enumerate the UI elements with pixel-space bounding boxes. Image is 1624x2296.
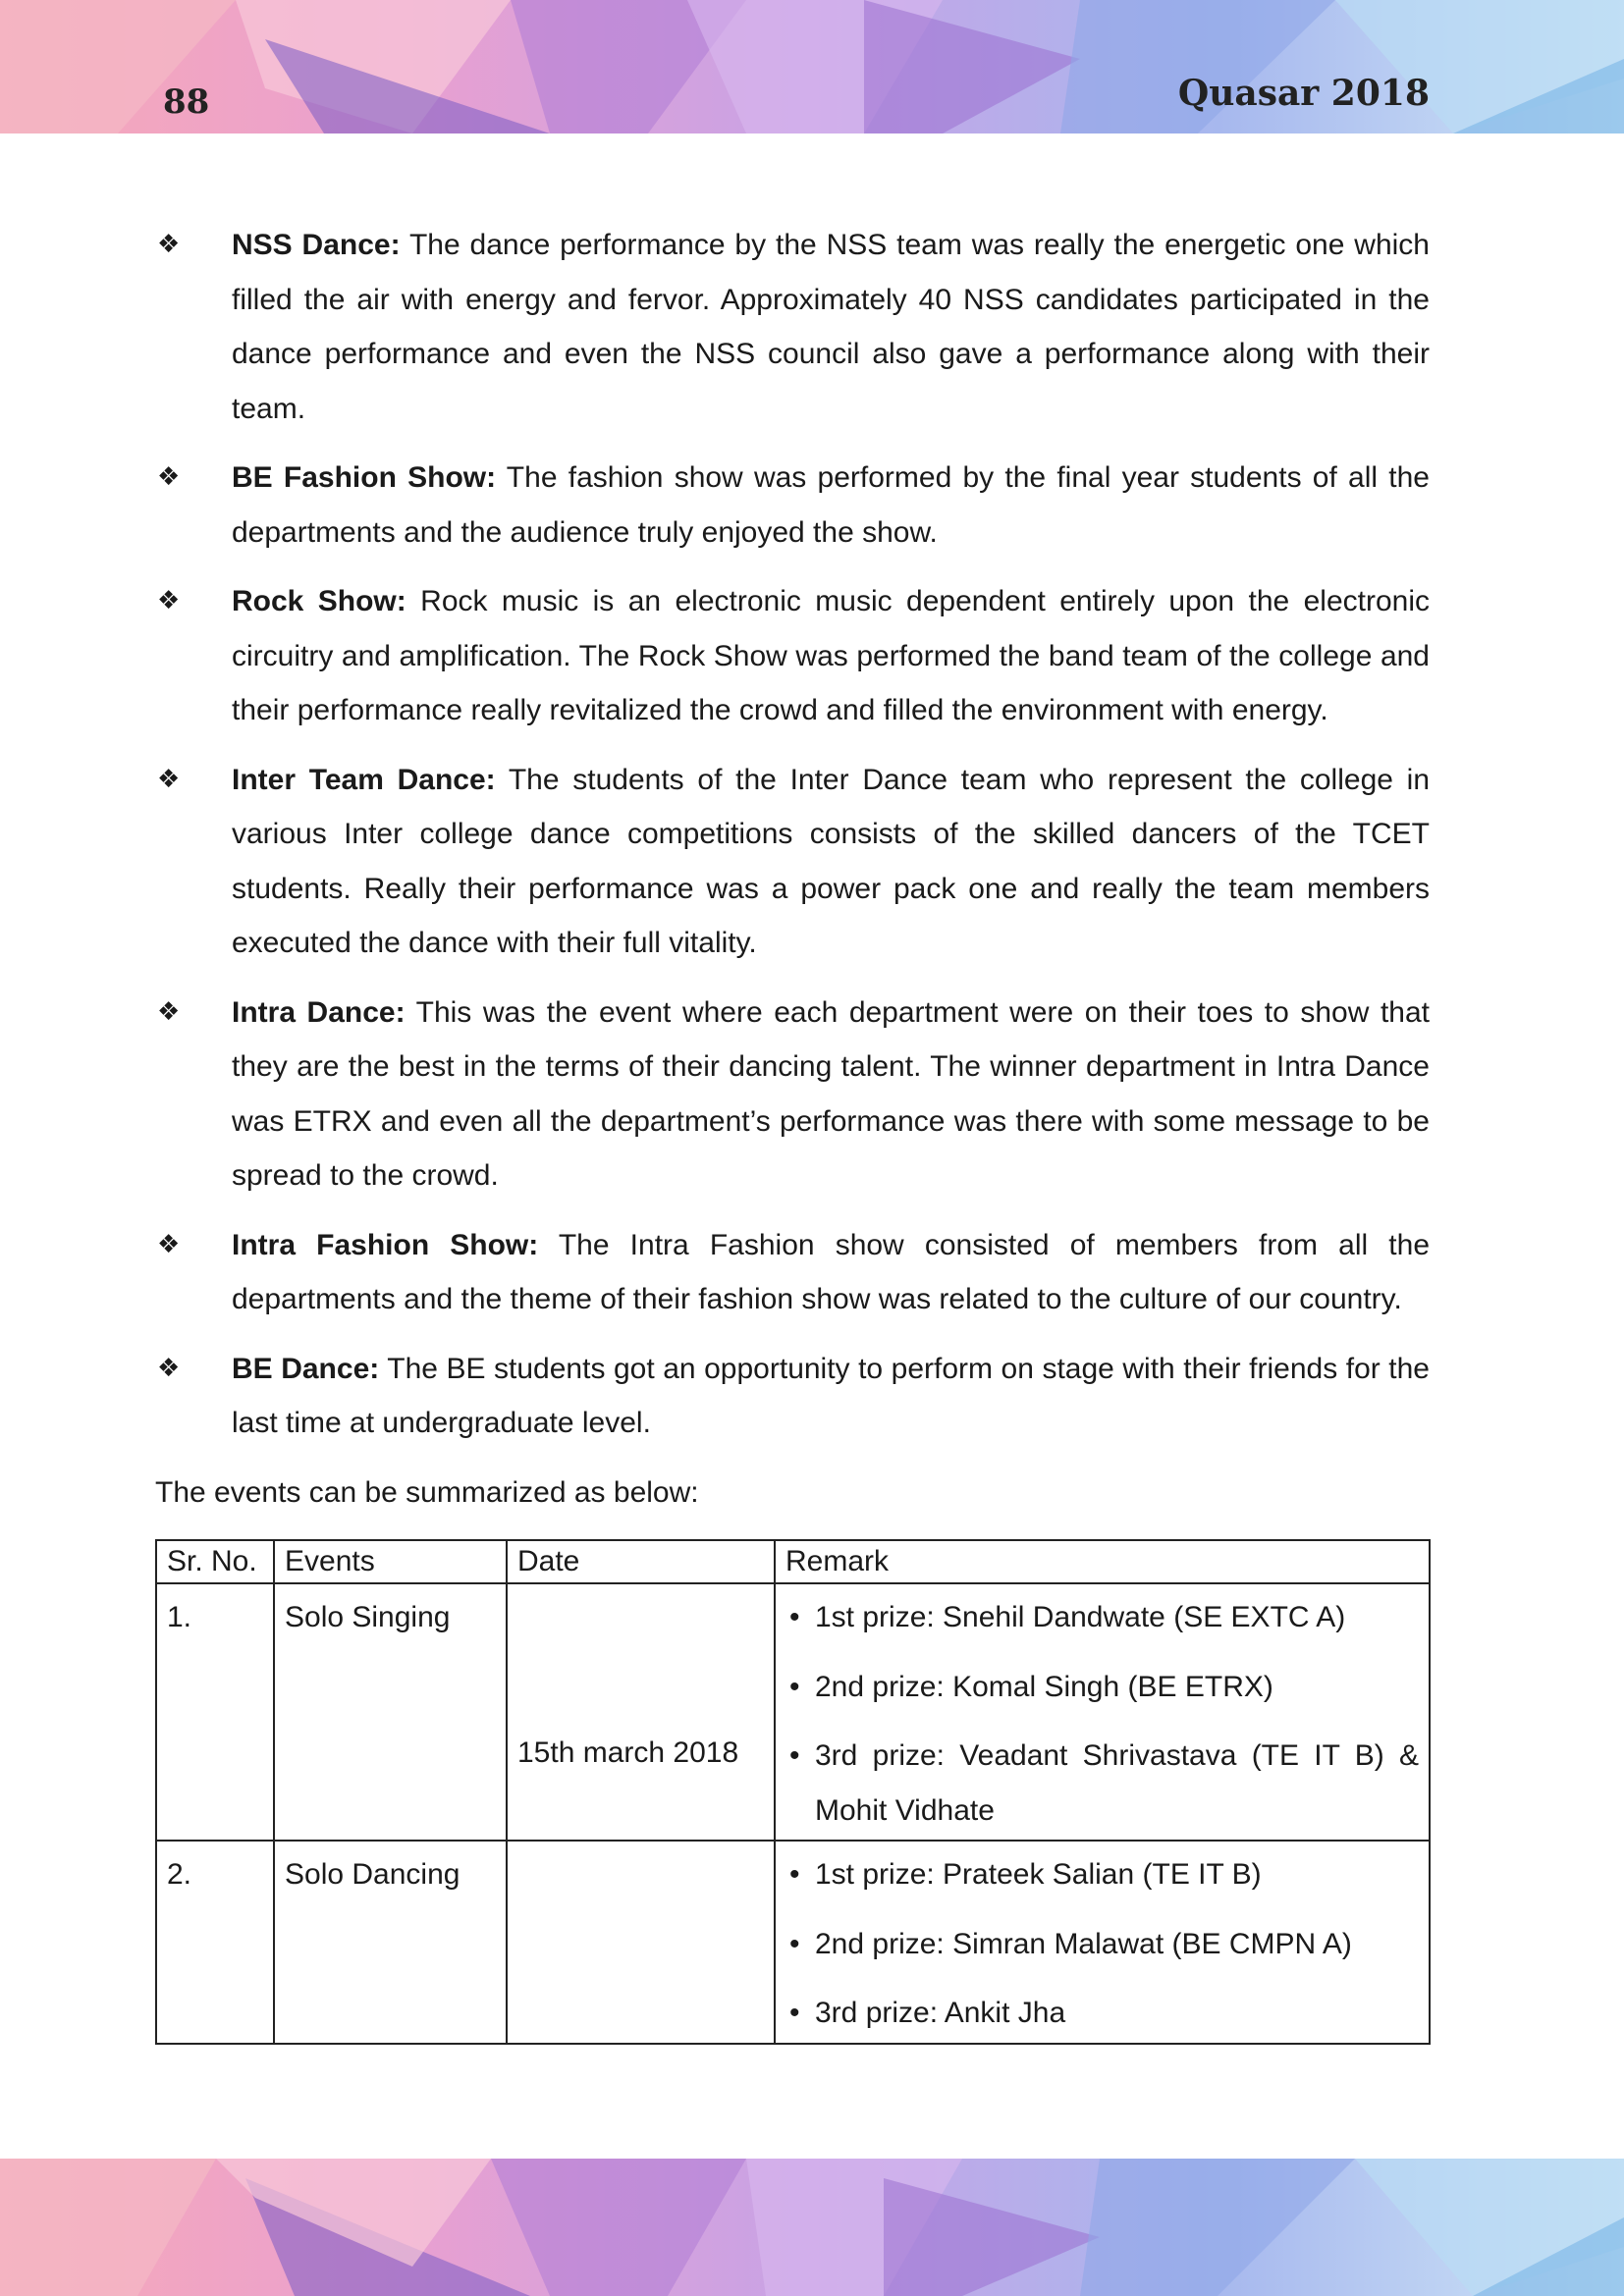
item-title: BE Fashion Show: <box>232 461 497 494</box>
header-band <box>0 0 1624 133</box>
header-remark: Remark <box>775 1540 1430 1583</box>
diamond-bullet-icon: ❖ <box>157 462 181 492</box>
cell-remark <box>775 1583 1430 1841</box>
item-title: NSS Dance: <box>232 229 401 261</box>
summary-text: The events can be summarized as below: <box>155 1475 699 1509</box>
diamond-bullet-icon: ❖ <box>157 586 181 615</box>
diamond-bullet-icon: ❖ <box>157 996 181 1027</box>
list-item-be-fashion-show <box>155 451 1430 560</box>
list-item-nss-dance <box>155 218 1430 436</box>
cell-event: Solo Dancing <box>274 1841 507 2044</box>
page-number: 88 <box>163 82 210 122</box>
events-table <box>155 1539 1431 2045</box>
cell-sr-no: 1. <box>156 1583 274 1841</box>
item-text: The students of the Inter Dance team who represent the college in various Inter college dance competitions consists of the skilled dancers of the TCET students. Really their performance was a power pack one and really the team members executed the dance with their full vitality. <box>232 763 1431 959</box>
table-row <box>156 1583 1430 1841</box>
main-content <box>155 218 1430 1520</box>
remark-list <box>785 1847 1419 2041</box>
remark-item: • 2nd prize: Simran Malawat (BE CMPN A) <box>785 1917 1419 1972</box>
item-text: The Intra Fashion show consisted of members from all the departments and the theme of their fashion show was related to the culture of our country. <box>232 1228 1431 1315</box>
item-title: Intra Fashion Show: <box>232 1228 539 1261</box>
magazine-title: Quasar 2018 <box>1177 73 1430 114</box>
cell-date <box>507 1841 775 2044</box>
list-item-inter-team-dance <box>155 753 1430 971</box>
list-item-be-dance <box>155 1342 1430 1451</box>
date-value: 15th march 2018 <box>517 1736 739 1770</box>
list-item-rock-show <box>155 574 1430 738</box>
list-item-intra-dance <box>155 986 1430 1203</box>
header-sr-no: Sr. No. <box>156 1540 274 1583</box>
item-title: Intra Dance: <box>232 995 406 1029</box>
diamond-bullet-icon: ❖ <box>157 1353 181 1383</box>
remark-item: • 3rd prize: Veadant Shrivastava (TE IT B) & Mohit Vidhate <box>785 1729 1419 1838</box>
cell-sr-no: 2. <box>156 1841 274 2044</box>
diamond-bullet-icon: ❖ <box>157 1229 181 1259</box>
remark-list <box>785 1590 1419 1838</box>
cell-event: Solo Singing <box>274 1583 507 1841</box>
header-events: Events <box>274 1540 507 1583</box>
item-title: Inter Team Dance: <box>232 763 496 796</box>
item-text: The fashion show was performed by the final year students of all the departments and the audience truly enjoyed the show. <box>232 461 1430 549</box>
diamond-bullet-icon: ❖ <box>157 764 181 794</box>
list-item-intra-fashion-show <box>155 1218 1430 1327</box>
item-text: This was the event where each department were on their toes to show that they are the best in the terms of their dancing talent. The winner department in Intra Dance was ETRX and even all the department’s performance was there with some message to be spread to the crowd. <box>232 995 1430 1192</box>
table-row <box>156 1841 1430 2044</box>
footer-band <box>0 2159 1624 2296</box>
item-text: The BE students got an opportunity to perform on stage with their friends for the last time at undergraduate level. <box>232 1352 1430 1439</box>
header-date: Date <box>507 1540 775 1583</box>
table-header-row <box>156 1540 1430 1583</box>
footer-background-graphic <box>0 2159 1624 2296</box>
item-text: Rock music is an electronic music dependent entirely upon the electronic circuitry and amplification. The Rock Show was performed the band team of the college and their performance really revitalized the crowd and filled the environment with energy. <box>232 585 1430 726</box>
cell-date <box>507 1583 775 1841</box>
remark-item: • 1st prize: Prateek Salian (TE IT B) <box>785 1847 1419 1902</box>
remark-item: • 2nd prize: Komal Singh (BE ETRX) <box>785 1660 1419 1715</box>
remark-item: • 3rd prize: Ankit Jha <box>785 1986 1419 2041</box>
remark-item: • 1st prize: Snehil Dandwate (SE EXTC A) <box>785 1590 1419 1645</box>
diamond-bullet-icon: ❖ <box>157 230 181 259</box>
item-title: BE Dance: <box>232 1352 380 1385</box>
item-title: Rock Show: <box>232 585 406 617</box>
cell-remark <box>775 1841 1430 2044</box>
item-text: The dance performance by the NSS team was really the energetic one which filled the air with energy and fervor. Approximately 40 NSS candidates participated in the dance performance and even the NSS council also gave a performance along with their team. <box>232 229 1430 425</box>
